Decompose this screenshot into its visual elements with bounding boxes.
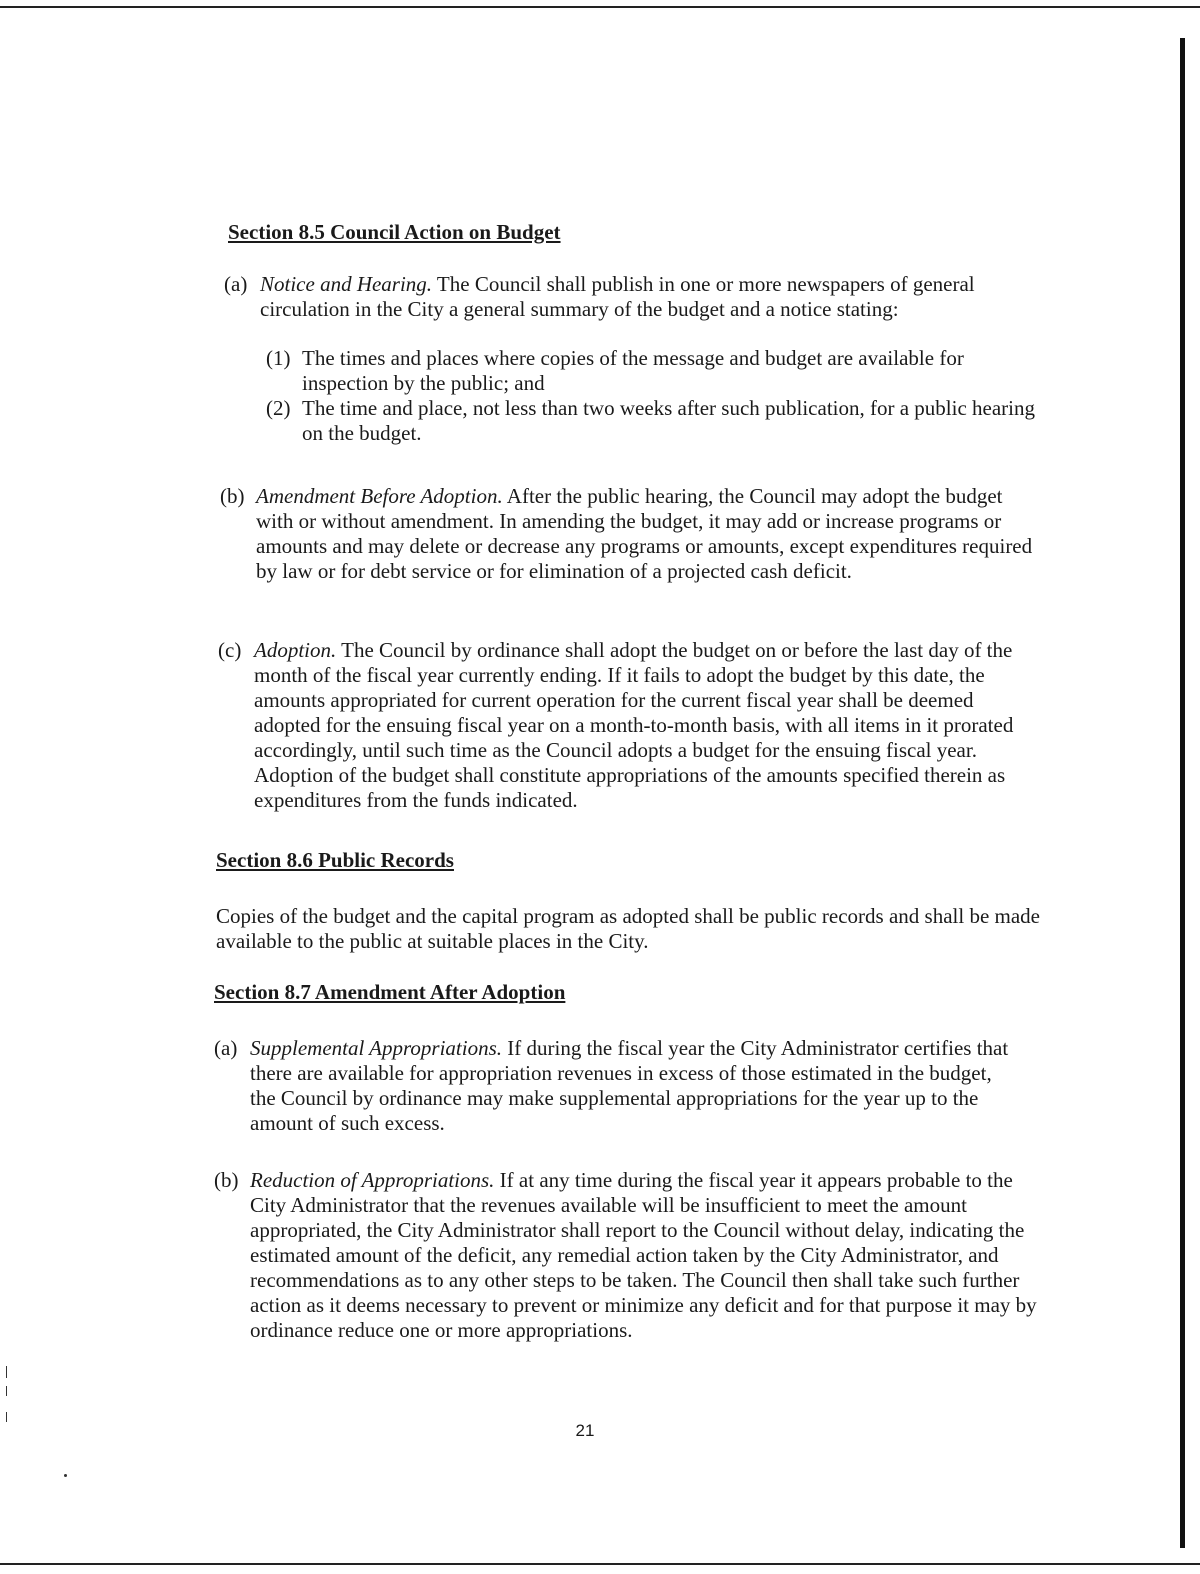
item-text: The time and place, not less than two weeks after such publication, for a public hearing on the budget. <box>302 396 1036 445</box>
scan-mark <box>6 1386 7 1396</box>
scan-mark <box>64 1474 67 1477</box>
section-8-5-a <box>224 272 1054 446</box>
section-8-5-c <box>218 638 1044 813</box>
section-8-6-text: Copies of the budget and the capital program as adopted shall be public records and shall be made available to the public at suitable places in the City. <box>216 904 1040 953</box>
item-title: Adoption. <box>254 638 337 662</box>
sub-item <box>266 396 1054 446</box>
section-8-5-heading: Section 8.5 Council Action on Budget <box>228 220 561 244</box>
scan-border-bottom <box>0 1563 1200 1565</box>
item-title: Reduction of Appropriations. <box>250 1168 495 1192</box>
list-item <box>218 638 1044 813</box>
item-title: Amendment Before Adoption. <box>256 484 503 508</box>
item-marker: (a) <box>214 1036 238 1060</box>
item-text: If at any time during the fiscal year it appears probable to the City Administrator that the revenues available will be insufficient to meet the amount appropriated, the City Administrator shall report to the Council without delay, indicating the estimated amount of the deficit, any remedial action taken by the City Administrator, and recommendations as to any other steps to be taken. The Council then shall take such further action as it deems necessary to prevent or minimize any deficit and for that purpose it may by ordinance reduce one or more appropriations. <box>250 1168 1037 1342</box>
item-marker: (c) <box>218 638 242 662</box>
scan-border-right <box>1180 38 1185 1548</box>
scan-mark <box>6 1366 7 1378</box>
list-item <box>220 484 1044 584</box>
list-item <box>214 1168 1044 1343</box>
item-marker: (2) <box>266 396 291 420</box>
item-marker: (b) <box>214 1168 239 1192</box>
list-item <box>214 1036 1014 1136</box>
sub-item <box>266 346 1054 396</box>
item-text: If during the fiscal year the City Administrator certifies that there are available for appropriation revenues in excess of those estimated in the budget, the Council by ordinance may make supplemental appropriations for the year up to the amount of such excess. <box>250 1036 1009 1135</box>
item-title: Notice and Hearing. <box>260 272 433 296</box>
item-marker: (b) <box>220 484 245 508</box>
item-text: The times and places where copies of the message and budget are available for inspection by the public; and <box>302 346 964 395</box>
item-title: Supplemental Appropriations. <box>250 1036 502 1060</box>
scan-border-top <box>0 6 1200 8</box>
section-8-7-a <box>214 1036 1014 1136</box>
item-marker: (1) <box>266 346 291 370</box>
section-8-5-b <box>220 484 1044 584</box>
list-item <box>224 272 1054 322</box>
section-8-7-b <box>214 1168 1044 1343</box>
item-marker: (a) <box>224 272 248 296</box>
section-8-7-heading: Section 8.7 Amendment After Adoption <box>214 980 566 1004</box>
section-8-6-heading: Section 8.6 Public Records <box>216 848 454 872</box>
page-number: 21 <box>575 1421 595 1440</box>
item-text: The Council by ordinance shall adopt the budget on or before the last day of the month of the fiscal year currently ending. If it fails to adopt the budget by this date, the amounts appropriated for current operation for the current fiscal year shall be deemed adopted for the ensuing fiscal year on a month-to-month basis, with all items in it prorated accordingly, until such time as the Council adopts a budget for the ensuing fiscal year. Adoption of the budget shall constitute appropriations of the amounts specified therein as expenditures from the funds indicated. <box>254 638 1014 812</box>
item-text: The Council shall publish in one or more newspapers of general circulation in the City a general summary of the budget and a notice stating: <box>260 272 975 321</box>
item-text: After the public hearing, the Council may adopt the budget with or without amendment. In amending the budget, it may add or increase programs or amounts and may delete or decrease any programs or amounts, except expenditures required by law or for debt service or for elimination of a projected cash deficit. <box>256 484 1033 583</box>
